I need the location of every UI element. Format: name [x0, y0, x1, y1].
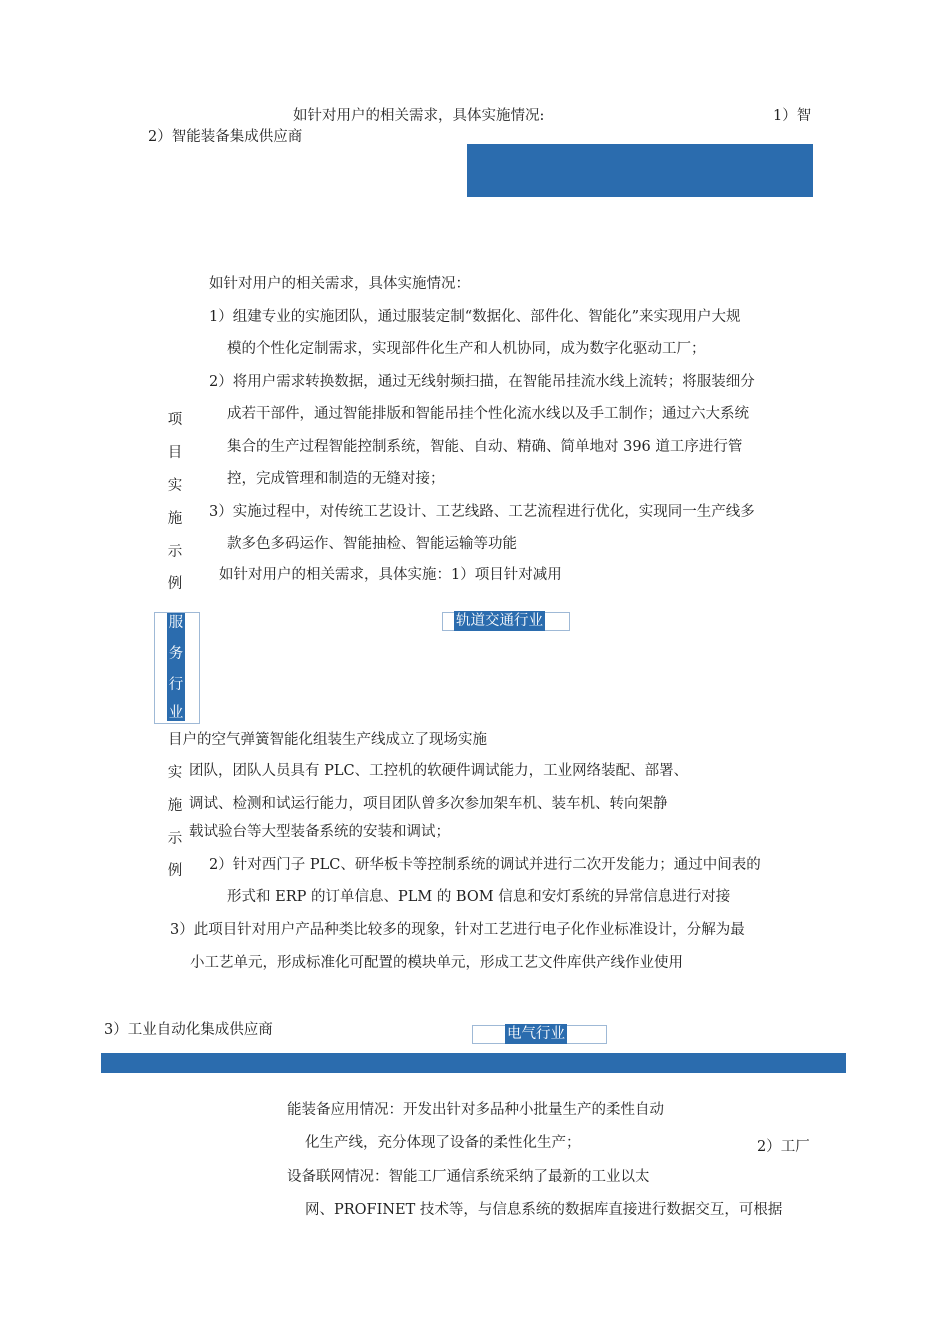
- section3-l2: 化生产线，充分体现了设备的柔性化生产；: [305, 1135, 581, 1151]
- side-char: 例: [167, 576, 183, 592]
- section3-l1: 能装备应用情况：开发出针对多品种小批量生产的柔性自动: [287, 1102, 664, 1118]
- section-heading-2: 2）智能装备集成供应商: [148, 129, 303, 145]
- section-heading-3: 3）工业自动化集成供应商: [104, 1022, 273, 1038]
- service-industry-char: 服: [168, 615, 184, 631]
- section1-p2-l3: 集合的生产过程智能控制系统，智能、自动、精确、简单地对 396 道工序进行管: [227, 439, 743, 455]
- service-industry-char: 务: [168, 646, 184, 662]
- section1-p2-l1: 2）将用户需求转换数据，通过无线射频扫描，在智能吊挂流水线上流转；将服装细分: [209, 374, 755, 390]
- section3-l4: 网、PROFINET 技术等，与信息系统的数据库直接进行数据交互，可根据: [305, 1202, 783, 1218]
- section3-l2-right: 2）工厂: [757, 1139, 810, 1155]
- section1-p4: 如针对用户的相关需求，具体实施：1）项目针对减用: [219, 567, 562, 583]
- blue-band-top: [467, 144, 813, 197]
- section3-l3: 设备联网情况：智能工厂通信系统采纳了最新的工业以太: [287, 1169, 650, 1185]
- side-char: 施: [167, 798, 183, 814]
- top-line-1: 如针对用户的相关需求，具体实施情况:: [293, 108, 545, 124]
- section1-p3-l2: 款多色多码运作、智能抽检、智能运输等功能: [227, 536, 517, 552]
- side-char: 例: [167, 863, 183, 879]
- section1-p3-l1: 3）实施过程中，对传统工艺设计、工艺线路、工艺流程进行优化，实现同一生产线多: [209, 504, 755, 520]
- side-char: 项: [167, 412, 183, 428]
- section1-p1-l1: 1）组建专业的实施团队，通过服装定制“数据化、部件化、智能化”来实现用户大规: [209, 309, 741, 325]
- section1-p1-l2: 模的个性化定制需求，实现部件化生产和人机协同，成为数字化驱动工厂；: [227, 341, 706, 357]
- section1-p2-l4: 控，完成管理和制造的无缝对接；: [227, 471, 445, 487]
- section2-p2-l1: 2）针对西门子 PLC、研华板卡等控制系统的调试并进行二次开发能力；通过中间表的: [209, 857, 761, 873]
- side-char: 示: [167, 544, 183, 560]
- section2-p2-l2: 形式和 ERP 的订单信息、PLM 的 BOM 信息和安灯系统的异常信息进行对接: [227, 889, 731, 905]
- blue-band-bottom: [101, 1053, 846, 1073]
- side-char: 目: [167, 445, 183, 461]
- service-industry-char: 行: [168, 677, 184, 693]
- service-industry-char: 业: [168, 705, 184, 721]
- section2-l3: 调试、检测和试运行能力，项目团队曾多次参加架车机、装车机、转向架静: [189, 796, 668, 812]
- side-char: 实: [167, 765, 183, 781]
- rail-transit-label: 轨道交通行业: [456, 613, 543, 629]
- section1-intro: 如针对用户的相关需求，具体实施情况：: [209, 276, 470, 292]
- section2-p3-l2: 小工艺单元，形成标准化可配置的模块单元，形成工艺文件库供产线作业使用: [190, 955, 683, 971]
- section2-p3-l1: 3）此项目针对用户产品种类比较多的现象，针对工艺进行电子化作业标准设计，分解为最: [170, 922, 745, 938]
- section2-l4: 载试验台等大型装备系统的安装和调试；: [189, 824, 450, 840]
- top-line-1-right: 1）智: [773, 108, 812, 124]
- side-char: 实: [167, 478, 183, 494]
- section2-l1: 目户的空气弹簧智能化组装生产线成立了现场实施: [168, 732, 487, 748]
- side-char: 示: [167, 831, 183, 847]
- section1-p2-l2: 成若干部件，通过智能排版和智能吊挂个性化流水线以及手工制作；通过六大系统: [227, 406, 749, 422]
- section2-l2: 团队，团队人员具有 PLC、工控机的软硬件调试能力，工业网络装配、部署、: [189, 763, 689, 779]
- electric-label: 电气行业: [507, 1026, 565, 1042]
- side-char: 施: [167, 511, 183, 527]
